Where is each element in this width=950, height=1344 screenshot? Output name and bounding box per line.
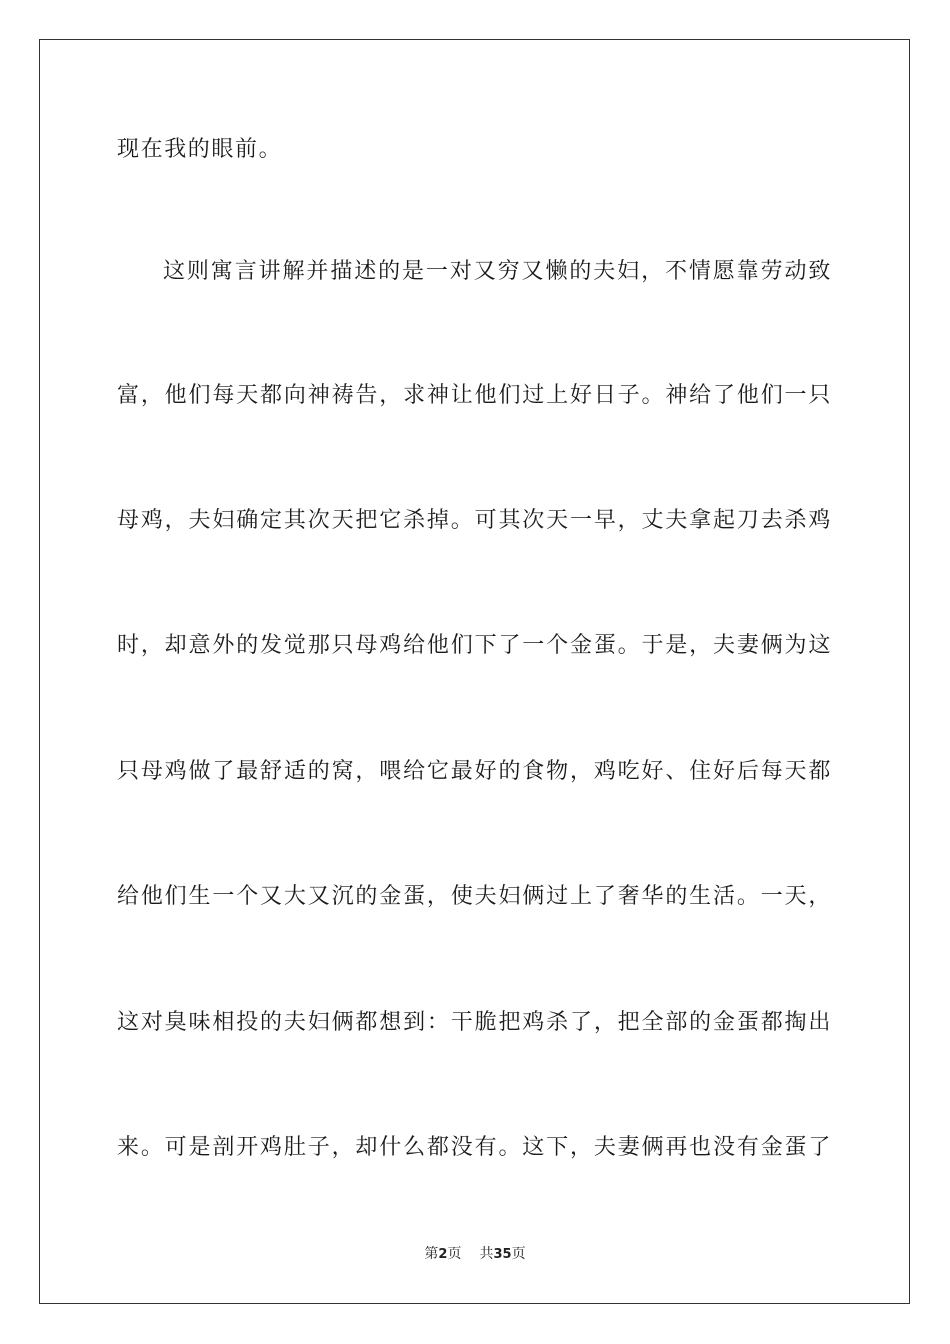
text-line-8: 这对臭味相投的夫妇俩都想到：干脆把鸡杀了，把全部的金蛋都掏出 (117, 1010, 832, 1035)
footer-page-suffix: 页 (447, 1246, 462, 1262)
text-line-3: 富，他们每天都向神祷告，求神让他们过上好日子。神给了他们一只 (117, 383, 832, 408)
footer-page-number: 2 (438, 1247, 448, 1262)
page-footer (0, 1245, 950, 1264)
page-frame (39, 39, 910, 1304)
text-line-1: 现在我的眼前。 (117, 137, 283, 162)
footer-total-prefix: 共 (479, 1246, 494, 1262)
footer-page-prefix: 第 (424, 1246, 439, 1262)
text-line-2: 这则寓言讲解并描述的是一对又穷又懒的夫妇，不情愿靠劳动致 (163, 259, 832, 284)
text-line-4: 母鸡，夫妇确定其次天把它杀掉。可其次天一早，丈夫拿起刀去杀鸡 (117, 508, 832, 533)
footer-total-suffix: 页 (511, 1246, 526, 1262)
text-line-6: 只母鸡做了最舒适的窝，喂给它最好的食物，鸡吃好、住好后每天都 (117, 759, 832, 784)
footer-total-pages: 35 (493, 1247, 512, 1262)
text-line-9: 来。可是剖开鸡肚子，却什么都没有。这下，夫妻俩再也没有金蛋了 (117, 1135, 832, 1160)
text-line-7: 给他们生一个又大又沉的金蛋，使夫妇俩过上了奢华的生活。一天， (117, 884, 832, 909)
text-line-5: 时，却意外的发觉那只母鸡给他们下了一个金蛋。于是，夫妻俩为这 (117, 633, 832, 658)
